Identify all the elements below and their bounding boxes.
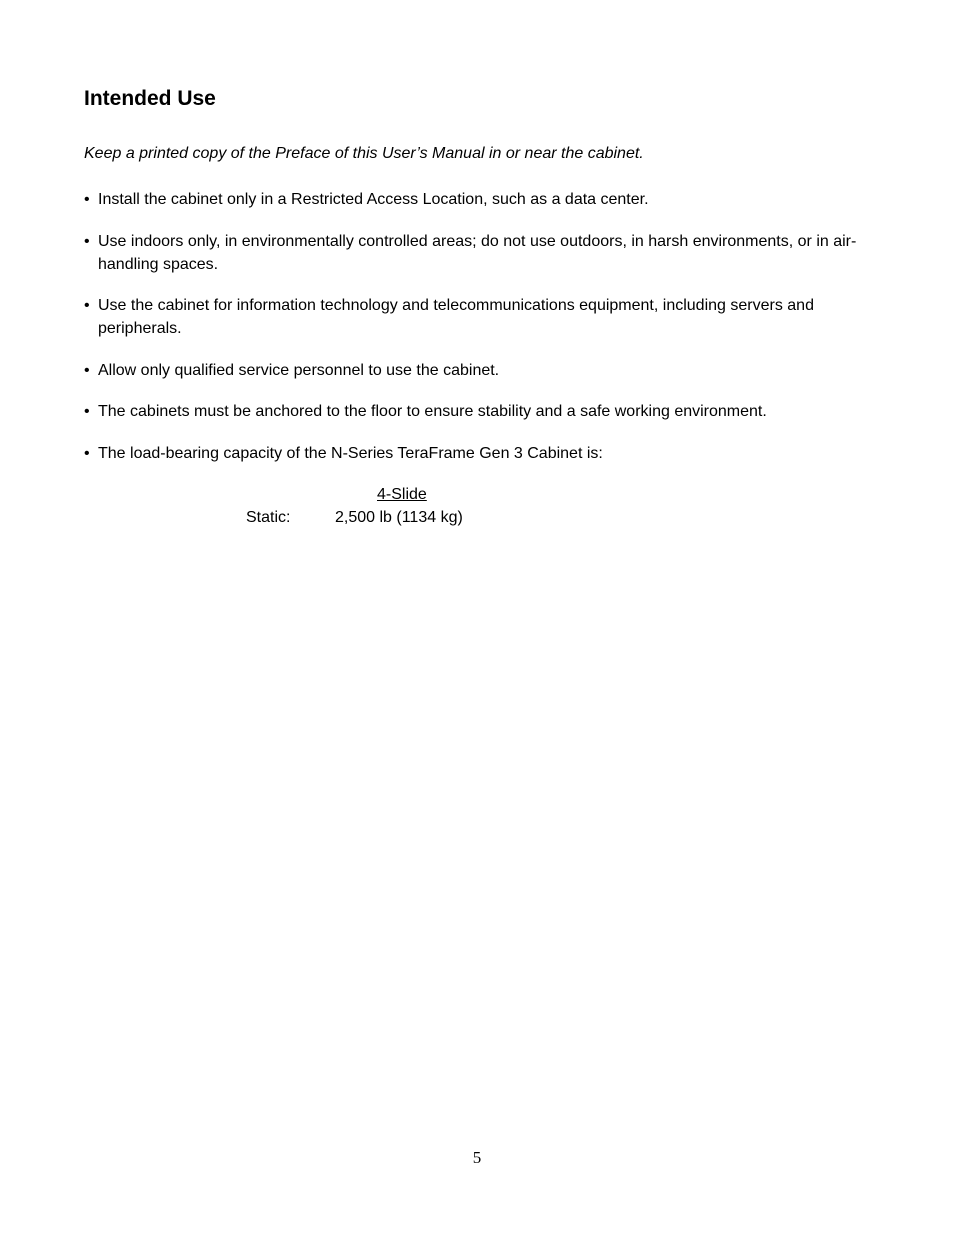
bullet-marker: • [84,297,90,314]
bullet-text: Allow only qualified service personnel to use the cabinet. [98,361,500,379]
section-heading: Intended Use [84,87,216,110]
usage-bullet-list [84,188,874,483]
bullet-text: Install the cabinet only in a Restricted Access Location, such as a data center. [98,191,649,208]
bullet-marker: • [84,361,90,379]
bullet-marker: • [84,403,90,420]
load-row-value: 2,500 lb (1134 kg) [335,509,463,526]
load-column-header: 4-Slide [377,486,427,503]
bullet-item-anchored [84,400,874,423]
bullet-item-restricted-location [84,188,874,211]
bullet-text: The load-bearing capacity of the N-Series TeraFrame Gen 3 Cabinet is: [98,444,603,462]
bullet-item-load-capacity [84,442,874,465]
bullet-marker: • [84,191,90,208]
bullet-item-indoors-only [84,230,874,276]
page-number: 5 [472,1148,482,1167]
bullet-marker: • [84,444,90,462]
load-row-label: Static: [246,509,291,526]
intro-note: Keep a printed copy of the Preface of this User’s Manual in or near the cabinet. [84,145,644,162]
bullet-marker: • [84,232,90,250]
bullet-item-it-equipment [84,294,874,340]
bullet-text: Use indoors only, in environmentally controlled areas; do not use outdoors, in harsh environments, or in air-handling spaces. [98,232,857,273]
bullet-text: The cabinets must be anchored to the floor to ensure stability and a safe working environment. [98,403,767,420]
bullet-text: Use the cabinet for information technology and telecommunications equipment, including servers and peripherals. [98,297,814,337]
bullet-item-qualified-personnel [84,359,874,382]
